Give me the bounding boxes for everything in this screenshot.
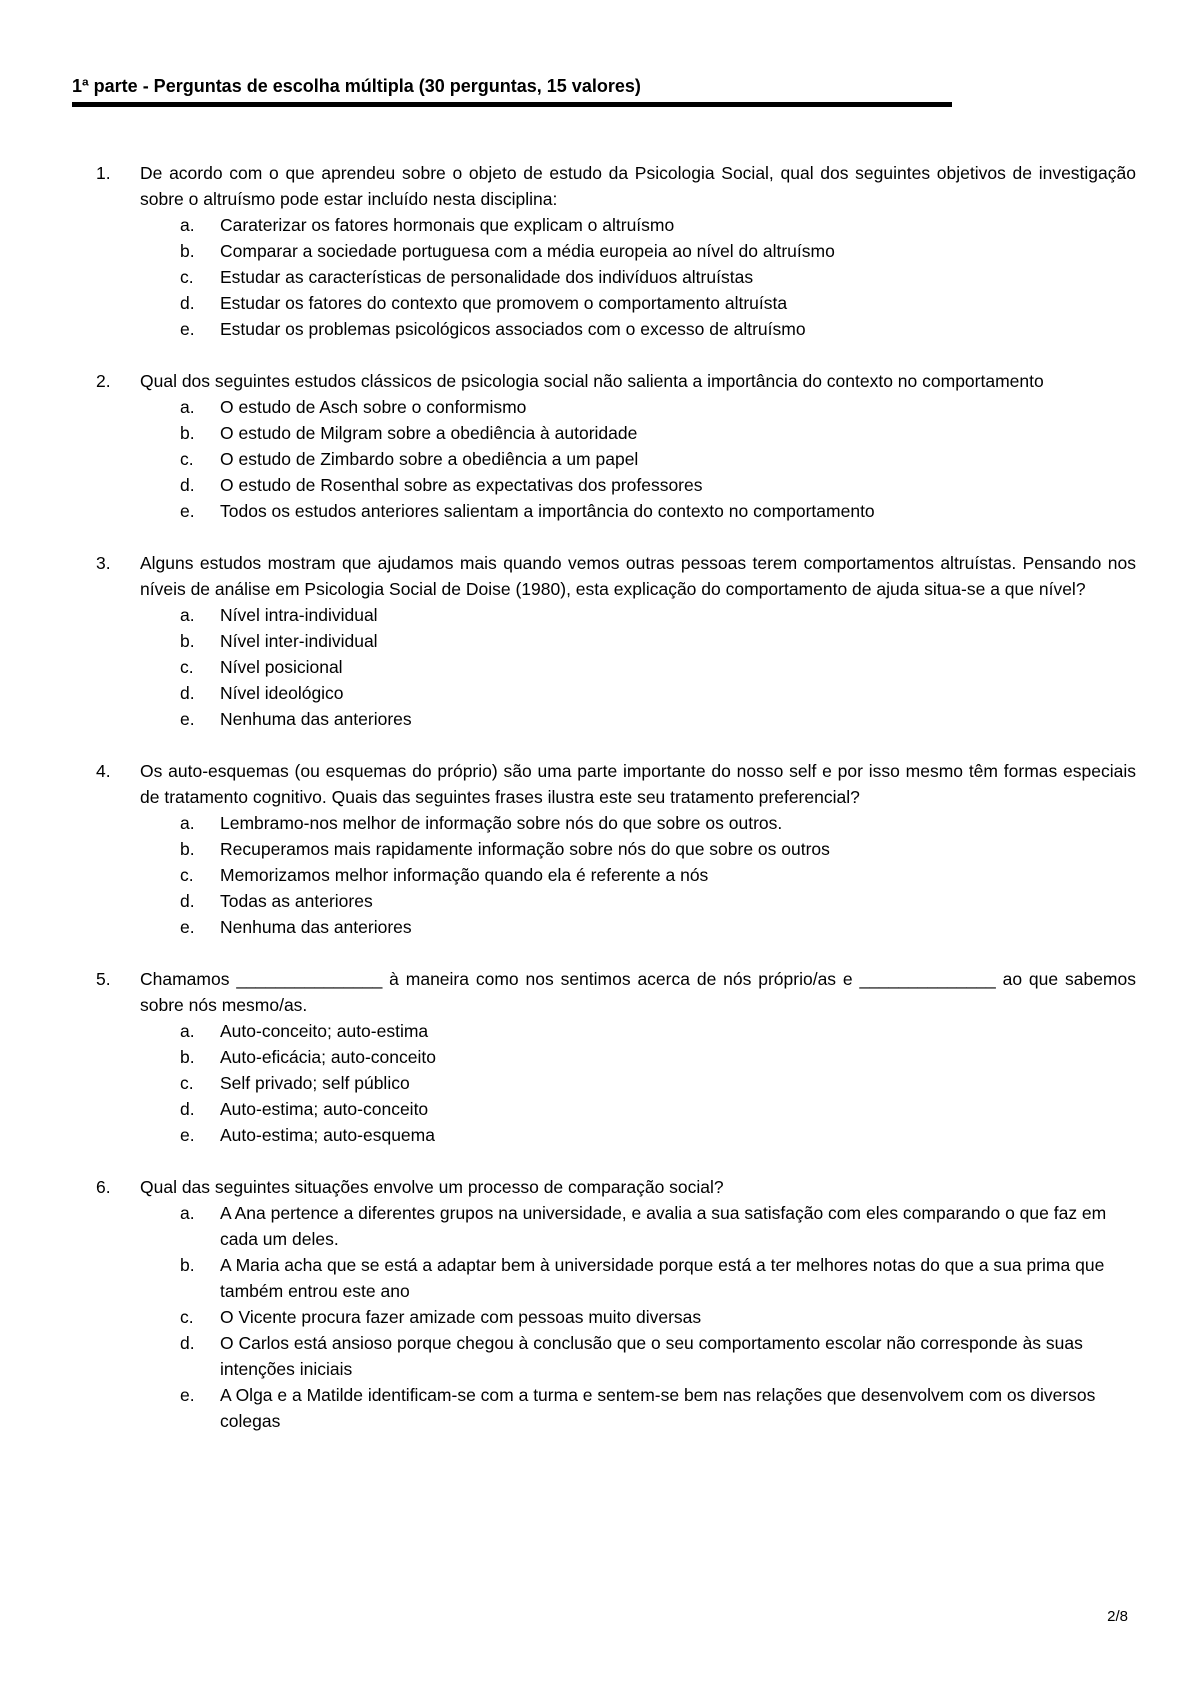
option-text: A Maria acha que se está a adaptar bem à universidade porque está a ter melhores notas do que a sua prima que também entrou este ano (220, 1255, 1105, 1301)
answer-option (140, 394, 1136, 420)
option-letter: c. (180, 1073, 194, 1093)
answer-option (140, 1200, 1136, 1252)
option-letter: e. (180, 501, 195, 521)
answer-option (140, 888, 1136, 914)
question-text: De acordo com o que aprendeu sobre o objeto de estudo da Psicologia Social, qual dos seguintes objetivos de investigação sobre o altruísmo pode estar incluído nesta disciplina: (140, 163, 1136, 209)
option-text: Todas as anteriores (220, 891, 373, 911)
question-number: 2. (96, 371, 111, 391)
answer-option (140, 628, 1136, 654)
option-text: Estudar os fatores do contexto que promovem o comportamento altruísta (220, 293, 788, 313)
option-letter: a. (180, 215, 195, 235)
option-letter: d. (180, 1333, 195, 1353)
option-letter: c. (180, 865, 194, 885)
answer-option (140, 1096, 1136, 1122)
answer-option (140, 472, 1136, 498)
answer-option (140, 316, 1136, 342)
answer-options (140, 212, 1136, 342)
answer-options (140, 1200, 1136, 1434)
answer-option (140, 1304, 1136, 1330)
option-letter: a. (180, 1203, 195, 1223)
option-text: O estudo de Rosenthal sobre as expectativas dos professores (220, 475, 703, 495)
question-number: 1. (96, 163, 111, 183)
option-letter: b. (180, 1255, 195, 1275)
answer-option (140, 1382, 1136, 1434)
answer-option (140, 862, 1136, 888)
option-letter: b. (180, 241, 195, 261)
option-text: Estudar as características de personalidade dos indivíduos altruístas (220, 267, 754, 287)
answer-option (140, 446, 1136, 472)
question-number: 5. (96, 969, 111, 989)
option-letter: d. (180, 293, 195, 313)
option-text: O Carlos está ansioso porque chegou à conclusão que o seu comportamento escolar não corresponde às suas intenções iniciais (220, 1333, 1083, 1379)
question-2 (96, 368, 1136, 524)
answer-option (140, 1330, 1136, 1382)
option-text: Nenhuma das anteriores (220, 917, 412, 937)
option-letter: e. (180, 709, 195, 729)
answer-option (140, 654, 1136, 680)
option-letter: c. (180, 449, 194, 469)
page-number: 2/8 (1107, 1608, 1128, 1625)
question-1 (96, 160, 1136, 342)
answer-option (140, 1070, 1136, 1096)
option-letter: a. (180, 605, 195, 625)
option-text: A Olga e a Matilde identificam-se com a turma e sentem-se bem nas relações que desenvolvem com os diversos colegas (220, 1385, 1096, 1431)
option-text: O Vicente procura fazer amizade com pessoas muito diversas (220, 1307, 702, 1327)
option-text: Auto-conceito; auto-estima (220, 1021, 429, 1041)
option-letter: a. (180, 813, 195, 833)
option-letter: a. (180, 1021, 195, 1041)
question-text: Qual dos seguintes estudos clássicos de psicologia social não salienta a importância do contexto no comportamento (140, 371, 1044, 391)
question-4 (96, 758, 1136, 940)
option-text: Memorizamos melhor informação quando ela é referente a nós (220, 865, 709, 885)
option-letter: c. (180, 657, 194, 677)
answer-option (140, 264, 1136, 290)
option-letter: a. (180, 397, 195, 417)
answer-option (140, 290, 1136, 316)
section-header (72, 74, 952, 107)
answer-options (140, 810, 1136, 940)
option-text: Recuperamos mais rapidamente informação sobre nós do que sobre os outros (220, 839, 830, 859)
option-text: Nível intra-individual (220, 605, 378, 625)
option-letter: d. (180, 475, 195, 495)
option-letter: e. (180, 1125, 195, 1145)
option-text: Lembramo-nos melhor de informação sobre nós do que sobre os outros. (220, 813, 783, 833)
option-text: Comparar a sociedade portuguesa com a média europeia ao nível do altruísmo (220, 241, 835, 261)
option-text: Nível ideológico (220, 683, 344, 703)
answer-option (140, 498, 1136, 524)
answer-option (140, 810, 1136, 836)
question-3 (96, 550, 1136, 732)
answer-options (140, 394, 1136, 524)
answer-option (140, 602, 1136, 628)
answer-option (140, 1252, 1136, 1304)
option-text: Todos os estudos anteriores salientam a importância do contexto no comportamento (220, 501, 875, 521)
option-letter: e. (180, 1385, 195, 1405)
option-text: O estudo de Zimbardo sobre a obediência a um papel (220, 449, 639, 469)
answer-options (140, 1018, 1136, 1148)
question-text: Qual das seguintes situações envolve um processo de comparação social? (140, 1177, 724, 1197)
question-5 (96, 966, 1136, 1148)
option-letter: b. (180, 1047, 195, 1067)
answer-options (140, 602, 1136, 732)
section-title: 1ª parte - Perguntas de escolha múltipla (30 perguntas, 15 valores) (72, 76, 641, 96)
option-letter: b. (180, 631, 195, 651)
option-text: Self privado; self público (220, 1073, 410, 1093)
option-letter: e. (180, 319, 195, 339)
question-6 (96, 1174, 1136, 1434)
answer-option (140, 680, 1136, 706)
option-text: Caraterizar os fatores hormonais que explicam o altruísmo (220, 215, 675, 235)
answer-option (140, 836, 1136, 862)
answer-option (140, 1018, 1136, 1044)
option-text: Estudar os problemas psicológicos associados com o excesso de altruísmo (220, 319, 806, 339)
option-text: Auto-eficácia; auto-conceito (220, 1047, 436, 1067)
option-text: Nível inter-individual (220, 631, 378, 651)
option-letter: d. (180, 683, 195, 703)
option-letter: c. (180, 1307, 194, 1327)
option-letter: d. (180, 1099, 195, 1119)
question-text: Os auto-esquemas (ou esquemas do próprio) são uma parte importante do nosso self e por isso mesmo têm formas especiais de tratamento cognitivo. Quais das seguintes frases ilustra este seu tratamento preferencial? (140, 761, 1136, 807)
option-text: Nível posicional (220, 657, 343, 677)
option-text: O estudo de Milgram sobre a obediência à autoridade (220, 423, 638, 443)
option-text: Auto-estima; auto-esquema (220, 1125, 435, 1145)
question-number: 4. (96, 761, 111, 781)
option-text: Nenhuma das anteriores (220, 709, 412, 729)
question-text: Alguns estudos mostram que ajudamos mais quando vemos outras pessoas terem comportamentos altruístas. Pensando nos níveis de análise em Psicologia Social de Doise (1980), esta explicação do comportamento de ajuda situa-se a que nível? (140, 553, 1136, 599)
option-text: O estudo de Asch sobre o conformismo (220, 397, 527, 417)
option-text: A Ana pertence a diferentes grupos na universidade, e avalia a sua satisfação com eles comparando o que faz em cada um deles. (220, 1203, 1107, 1249)
option-letter: b. (180, 839, 195, 859)
answer-option (140, 706, 1136, 732)
option-letter: b. (180, 423, 195, 443)
header-divider (72, 102, 952, 107)
answer-option (140, 1122, 1136, 1148)
option-letter: d. (180, 891, 195, 911)
answer-option (140, 238, 1136, 264)
answer-option (140, 212, 1136, 238)
option-text: Auto-estima; auto-conceito (220, 1099, 429, 1119)
question-number: 3. (96, 553, 111, 573)
answer-option (140, 914, 1136, 940)
option-letter: c. (180, 267, 194, 287)
question-number: 6. (96, 1177, 111, 1197)
answer-option (140, 420, 1136, 446)
question-text: Chamamos _______________ à maneira como nos sentimos acerca de nós próprio/as e ______________ ao que sabemos sobre nós mesmo/as. (140, 969, 1136, 1015)
option-letter: e. (180, 917, 195, 937)
answer-option (140, 1044, 1136, 1070)
question-list (96, 160, 1136, 1460)
